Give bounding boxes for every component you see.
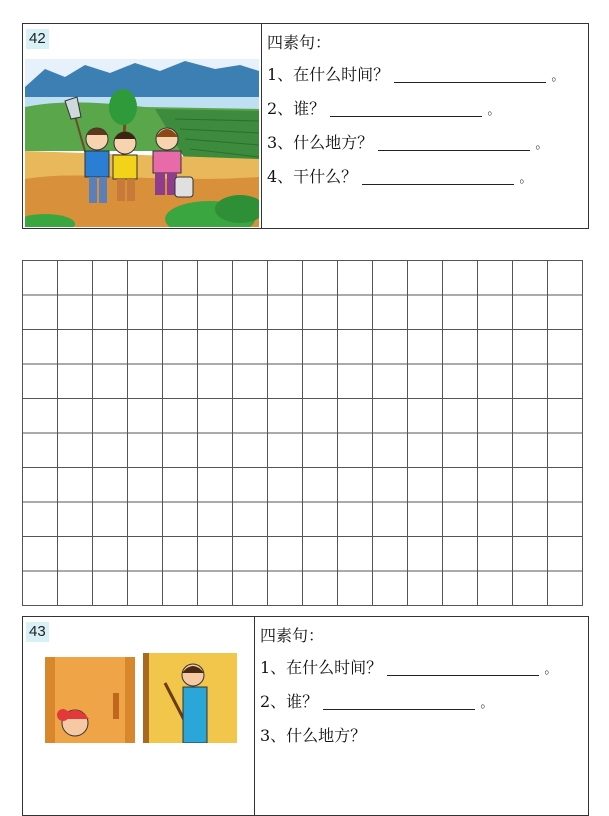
end-mark: 。	[551, 69, 565, 84]
end-mark: 。	[480, 696, 494, 711]
picture-cell	[23, 617, 255, 815]
question-label: 1、在什么时间？	[260, 658, 383, 677]
answer-blank[interactable]	[394, 68, 546, 83]
end-mark: 。	[487, 103, 501, 118]
answer-blank[interactable]	[323, 695, 475, 710]
end-mark: 。	[544, 662, 558, 677]
exercise-card-43	[22, 616, 589, 816]
question-label: 3、什么地方？	[267, 133, 374, 152]
question-label: 2、谁？	[267, 99, 326, 118]
question-who	[260, 691, 588, 725]
question-label: 1、在什么时间？	[267, 65, 390, 84]
illustration-kids-planting-trees	[25, 59, 259, 227]
writing-grid[interactable]	[22, 260, 583, 606]
question-time	[267, 64, 588, 98]
section-title: 四素句：	[260, 626, 325, 645]
question-who	[267, 98, 588, 132]
question-label: 2、谁？	[260, 692, 319, 711]
question-what	[267, 166, 588, 200]
answer-blank[interactable]	[362, 170, 514, 185]
question-where	[267, 132, 588, 166]
picture-cell	[23, 24, 262, 228]
exercise-number: 42	[26, 29, 49, 49]
answer-blank[interactable]	[387, 661, 539, 676]
questions-cell	[254, 617, 588, 815]
question-where	[260, 725, 588, 759]
question-label: 3、什么地方？	[260, 726, 367, 745]
grid-lines	[22, 260, 583, 606]
section-title: 四素句：	[267, 33, 332, 52]
question-time	[260, 657, 588, 691]
end-mark: 。	[535, 137, 549, 152]
questions-cell	[261, 24, 588, 228]
illustration-kids-sweeping	[25, 653, 253, 743]
answer-blank[interactable]	[330, 102, 482, 117]
end-mark: 。	[519, 171, 533, 186]
exercise-number: 43	[26, 622, 49, 642]
question-label: 4、干什么？	[267, 167, 358, 186]
answer-blank[interactable]	[378, 136, 530, 151]
exercise-card-42	[22, 23, 589, 229]
